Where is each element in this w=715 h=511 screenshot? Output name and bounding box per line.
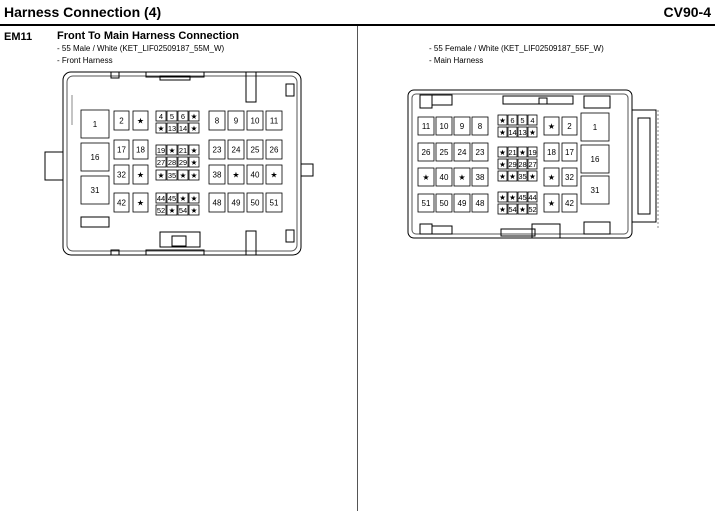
left-pin-label: 32: [117, 170, 126, 180]
left-pin-unused-marker: ★: [190, 206, 198, 215]
left-pin-label: 28: [167, 158, 177, 167]
left-pin-label: 11: [269, 116, 279, 126]
right-pin-label: 24: [457, 148, 467, 157]
right-pin-label: 13: [518, 128, 527, 137]
right-connector-diagram: [358, 0, 715, 300]
right-pin-label: 14: [508, 128, 517, 137]
right-pin-unused-marker: ★: [499, 205, 506, 214]
right-pin-unused-marker: ★: [499, 193, 506, 202]
left-pin-unused-marker: ★: [190, 112, 198, 121]
right-pin-label: 25: [439, 148, 449, 157]
connector-title: Front To Main Harness Connection: [57, 30, 239, 42]
right-pin-label: 21: [508, 148, 517, 157]
right-pin-label: 31: [590, 186, 600, 195]
right-pin-label: 35: [518, 172, 527, 181]
right-pin-label: 11: [421, 122, 431, 131]
left-pin-unused-marker: ★: [157, 171, 165, 180]
left-pin-unused-marker: ★: [190, 146, 198, 155]
right-pin-unused-marker: ★: [458, 173, 466, 182]
left-pin-label: 40: [250, 170, 260, 180]
left-pin-label: 6: [180, 112, 186, 121]
right-pin-label: 16: [590, 155, 600, 164]
right-pin-unused-marker: ★: [499, 172, 506, 181]
right-pin-unused-marker: ★: [519, 205, 526, 214]
left-pin-unused-marker: ★: [179, 194, 187, 203]
right-pin-label: 49: [457, 199, 467, 208]
right-pin-label: 50: [439, 199, 449, 208]
left-pin-label: 23: [212, 145, 222, 155]
left-pin-unused-marker: ★: [168, 146, 176, 155]
left-harness-name: - Front Harness: [57, 56, 113, 65]
right-pin-label: 45: [518, 193, 527, 202]
left-pin-label: 1: [92, 120, 98, 129]
left-pin-unused-marker: ★: [190, 171, 198, 180]
left-pin-label: 51: [269, 198, 279, 208]
right-pin-unused-marker: ★: [547, 199, 556, 208]
page-code: CV90-4: [663, 4, 711, 20]
left-pin-label: 54: [178, 206, 188, 215]
left-pin-label: 48: [212, 198, 222, 208]
connector-id: EM11: [4, 31, 33, 43]
right-pin-label: 44: [528, 193, 537, 202]
right-pin-label: 4: [530, 116, 535, 125]
left-pin-label: 5: [169, 112, 175, 121]
right-pin-label: 18: [547, 148, 556, 157]
right-connector-spec: - 55 Female / White (KET_LIF02509187_55F_W): [429, 44, 604, 53]
left-pin-label: 4: [158, 112, 164, 121]
left-pin-unused-marker: ★: [136, 198, 145, 208]
right-pin-label: 17: [565, 148, 574, 157]
left-pin-label: 19: [156, 146, 166, 155]
right-pin-label: 23: [475, 148, 485, 157]
right-pin-unused-marker: ★: [422, 173, 430, 182]
right-pin-unused-marker: ★: [547, 122, 556, 131]
right-pin-label: 40: [439, 173, 449, 182]
right-pin-label: 19: [528, 148, 537, 157]
left-pin-unused-marker: ★: [168, 206, 176, 215]
right-pin-unused-marker: ★: [499, 148, 506, 157]
left-pin-unused-marker: ★: [136, 116, 145, 126]
left-pin-label: 10: [250, 116, 260, 126]
left-pin-label: 26: [269, 145, 279, 155]
right-pin-label: 10: [439, 122, 449, 131]
left-pin-unused-marker: ★: [136, 170, 145, 180]
left-pin-label: 29: [178, 158, 188, 167]
left-pin-label: 21: [178, 146, 188, 155]
right-pin-unused-marker: ★: [509, 193, 516, 202]
right-pin-label: 27: [528, 160, 537, 169]
left-pin-label: 2: [119, 116, 124, 126]
left-pin-label: 42: [117, 198, 126, 208]
left-pin-label: 14: [178, 124, 188, 133]
left-pin-label: 13: [167, 124, 177, 133]
left-pin-label: 38: [212, 170, 222, 180]
left-pin-label: 24: [231, 145, 241, 155]
left-pin-label: 35: [167, 171, 177, 180]
left-pin-label: 17: [117, 145, 126, 155]
right-pin-label: 8: [477, 122, 483, 131]
left-pin-unused-marker: ★: [190, 194, 198, 203]
left-pin-unused-marker: ★: [232, 170, 240, 180]
right-pin-label: 52: [528, 205, 537, 214]
right-pin-unused-marker: ★: [529, 172, 536, 181]
left-pin-label: 50: [250, 198, 260, 208]
left-pin-label: 16: [90, 153, 100, 162]
left-pin-unused-marker: ★: [157, 124, 165, 133]
left-pin-label: 49: [231, 198, 241, 208]
right-pin-label: 2: [567, 122, 572, 131]
right-pin-unused-marker: ★: [509, 172, 516, 181]
right-pin-unused-marker: ★: [529, 128, 536, 137]
right-pin-label: 51: [421, 199, 431, 208]
right-pin-unused-marker: ★: [499, 116, 506, 125]
right-pin-label: 1: [592, 123, 598, 132]
page-title: Harness Connection (4): [4, 4, 162, 20]
left-pin-label: 45: [167, 194, 177, 203]
left-pin-label: 25: [250, 145, 260, 155]
left-pin-label: 27: [156, 158, 166, 167]
right-pin-grid: [418, 113, 609, 214]
left-pin-grid: [81, 110, 282, 215]
left-pin-label: 52: [156, 206, 166, 215]
right-pin-label: 48: [475, 199, 485, 208]
right-pin-label: 28: [518, 160, 527, 169]
right-pin-label: 6: [510, 116, 515, 125]
left-pin-label: 44: [156, 194, 166, 203]
right-pin-unused-marker: ★: [499, 128, 506, 137]
left-pin-unused-marker: ★: [179, 171, 187, 180]
right-pin-label: 42: [565, 199, 574, 208]
right-pin-unused-marker: ★: [519, 148, 526, 157]
left-pin-label: 8: [214, 116, 220, 126]
left-pin-unused-marker: ★: [190, 158, 198, 167]
right-pin-unused-marker: ★: [547, 173, 556, 182]
left-pin-unused-marker: ★: [190, 124, 198, 133]
left-connector-diagram: [0, 0, 357, 300]
right-pin-label: 32: [565, 173, 574, 182]
right-pin-label: 38: [475, 173, 485, 182]
right-pin-label: 54: [508, 205, 517, 214]
right-harness-name: - Main Harness: [429, 56, 484, 65]
left-pin-label: 9: [233, 116, 239, 126]
right-pin-unused-marker: ★: [499, 160, 506, 169]
right-pin-label: 5: [520, 116, 525, 125]
right-pin-label: 26: [421, 148, 431, 157]
right-pin-label: 29: [508, 160, 517, 169]
left-pin-label: 31: [90, 186, 100, 195]
left-pin-unused-marker: ★: [270, 170, 278, 180]
left-connector-spec: - 55 Male / White (KET_LIF02509187_55M_W): [57, 44, 225, 53]
right-pin-label: 9: [459, 122, 465, 131]
left-pin-label: 18: [136, 145, 145, 155]
